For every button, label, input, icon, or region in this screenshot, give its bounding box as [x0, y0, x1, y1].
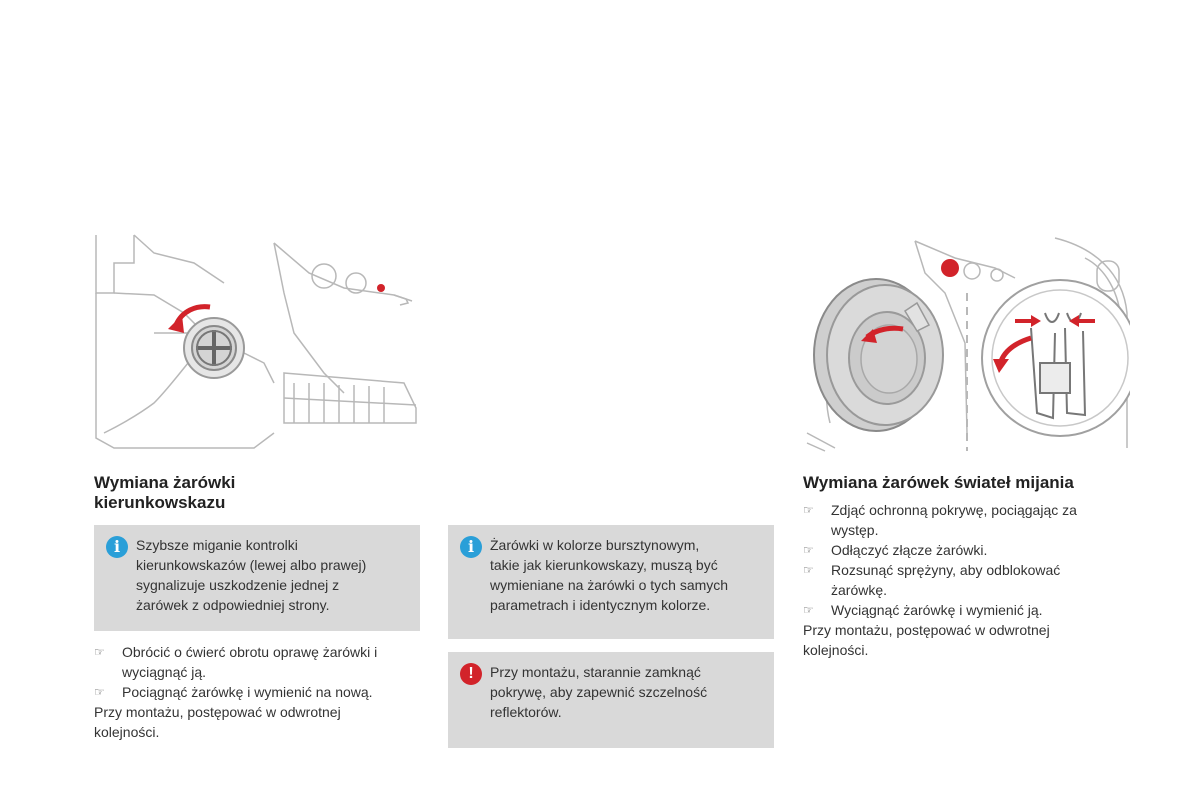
pointing-hand-icon: ☞	[94, 685, 105, 699]
left-info-text: Szybsze miganie kontrolki kierunkowskazów (lewej albo prawej) sygnalizuje uszkodzenie jednej z żarówek z odpowiedniej strony.	[136, 537, 367, 613]
left-steps-list	[94, 642, 420, 742]
list-item	[94, 642, 420, 682]
step-text: Obrócić o ćwierć obrotu oprawę żarówki i wyciągnąć ją.	[122, 644, 378, 680]
list-item	[94, 682, 420, 702]
middle-warning-text: Przy montażu, starannie zamknąć pokrywę, aby zapewnić szczelność reflektorów.	[490, 664, 708, 720]
step-text: Wyciągnąć żarówkę i wymienić ją.	[831, 602, 1043, 618]
list-item	[803, 540, 1129, 560]
step-text: Rozsunąć sprężyny, aby odblokować żarówkę.	[831, 562, 1061, 598]
turn-signal-illustration	[94, 233, 420, 453]
pointing-hand-icon: ☞	[803, 543, 814, 557]
left-closing-text: Przy montażu, postępować w odwrotnej kolejności.	[94, 704, 341, 740]
pointing-hand-icon: ☞	[803, 603, 814, 617]
step-text: Odłączyć złącze żarówki.	[831, 542, 988, 558]
step-text: Zdjąć ochronną pokrywę, pociągając za występ.	[831, 502, 1077, 538]
pointing-hand-icon: ☞	[803, 563, 814, 577]
left-section-heading	[94, 473, 414, 513]
pointing-hand-icon: ☞	[94, 645, 105, 659]
middle-info-box	[448, 525, 774, 639]
left-heading-line-2: kierunkowskazu	[94, 493, 226, 512]
left-info-box	[94, 525, 420, 631]
left-heading-line-1: Wymiana żarówki	[94, 473, 236, 492]
middle-warning-box	[448, 652, 774, 748]
middle-info-text: Żarówki w kolorze bursztynowym, takie jak kierunkowskazy, muszą być wymieniane na żarówki o tych samych parametrach i identycznym kolorze.	[490, 537, 729, 613]
info-icon: i	[106, 536, 128, 558]
list-item	[803, 600, 1129, 620]
list-item	[803, 500, 1129, 540]
right-steps-list	[803, 500, 1129, 660]
dipped-beam-illustration	[805, 233, 1130, 453]
list-item	[803, 560, 1129, 600]
pointing-hand-icon: ☞	[803, 503, 814, 517]
info-icon: i	[460, 536, 482, 558]
step-text: Pociągnąć żarówkę i wymienić na nową.	[122, 684, 373, 700]
right-closing-text: Przy montażu, postępować w odwrotnej kolejności.	[803, 622, 1050, 658]
right-section-heading: Wymiana żarówek świateł mijania	[803, 473, 1074, 492]
warning-icon: !	[460, 663, 482, 685]
